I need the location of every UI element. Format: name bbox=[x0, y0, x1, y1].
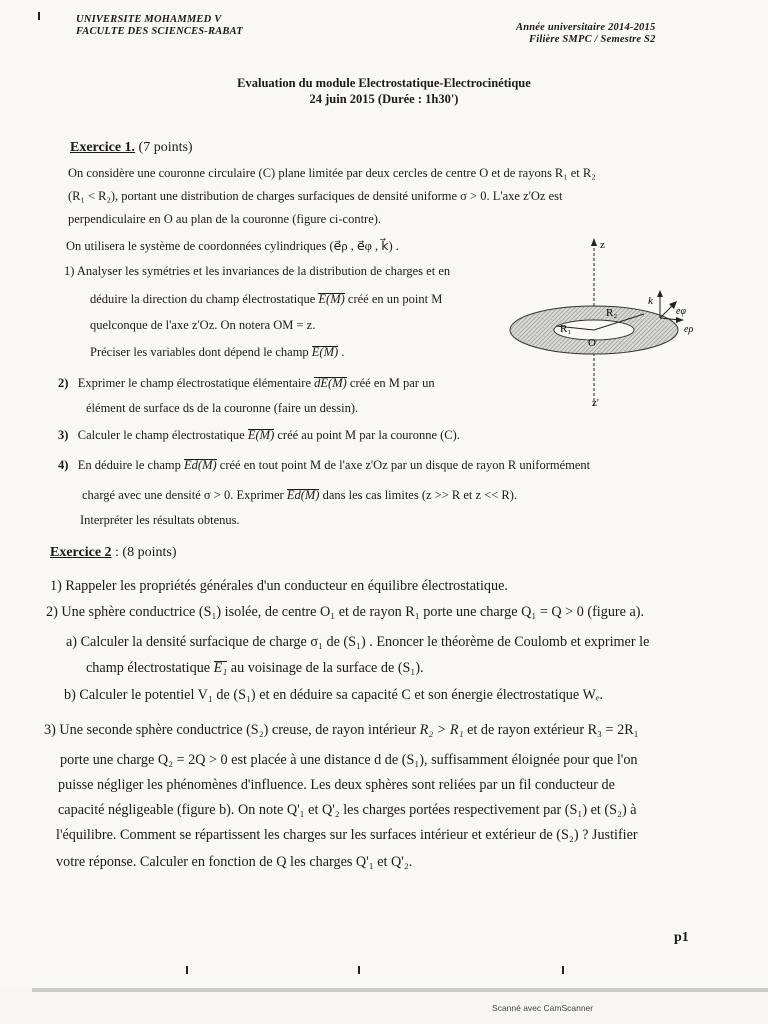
ex2-q2a-line1: a) Calculer la densité surfacique de charge σ₁ de (S₁) . Enoncer le théorème de Coulomb et exprimer le bbox=[66, 634, 650, 650]
exercise1-title: Exercice 1. bbox=[70, 140, 136, 155]
z-axis-arrowhead bbox=[591, 238, 597, 246]
ex2-q3-text: et de rayon extérieur R₃ = 2R₁ bbox=[463, 722, 639, 738]
ex1-q1-text: déduire la direction du champ électrostatique bbox=[90, 292, 316, 306]
ex2-q2a-line2 bbox=[86, 660, 424, 677]
ephi-label: eφ bbox=[676, 306, 686, 317]
ex1-q3-text: Calculer le champ électrostatique bbox=[77, 428, 245, 442]
ex2-q2a-text: champ électrostatique bbox=[86, 660, 211, 676]
scan-speck bbox=[38, 12, 40, 20]
radius-inequality: R₂ > R₁ bbox=[419, 722, 464, 738]
ex2-q3-line4: capacité négligeable (figure b). On note Q'₁ et Q'₂ les charges portées respectivement par (S₁) et (S₂) à bbox=[58, 802, 637, 818]
field-vector: dE(M) bbox=[314, 376, 347, 390]
ex1-q1-text: Analyser les symétries et les invariances de la distribution de charges et en bbox=[76, 264, 451, 278]
exercise1-points: (7 points) bbox=[135, 140, 193, 155]
ex1-q1-line3: quelconque de l'axe z'Oz. On notera OM = z. bbox=[90, 318, 316, 332]
ex2-q3-line5: l'équilibre. Comment se répartissent les charges sur les surfaces intérieur et extérieur de (S₂) ? Justifier bbox=[56, 827, 638, 843]
ex2-q3-line1 bbox=[44, 722, 639, 739]
ex1-q2-text: Exprimer le champ électrostatique élémentaire bbox=[77, 376, 312, 390]
r2-label: R₂ bbox=[606, 307, 618, 319]
exercise1-intro-line: perpendiculaire en O au plan de la couronne (figure ci-contre). bbox=[68, 212, 382, 226]
ex1-q4-line2 bbox=[82, 488, 517, 503]
scanner-watermark: Scanné avec CamScanner bbox=[492, 1003, 594, 1013]
ring-figure bbox=[508, 234, 730, 410]
ex1-q3-text: créé au point M par la couronne (C). bbox=[274, 428, 460, 442]
ex1-q1-line4 bbox=[90, 345, 344, 360]
exercise2-heading bbox=[50, 543, 177, 561]
ex2-q3-line3: puisse négliger les phénomènes d'influence. Les deux sphères sont reliées par un fil conducteur de bbox=[58, 777, 615, 793]
ex1-q4-text: dans les cas limites (z >> R et z << R). bbox=[319, 488, 518, 502]
ex1-q2-line1 bbox=[58, 376, 435, 391]
university-name: UNIVERSITE MOHAMMED V bbox=[76, 14, 222, 25]
ex1-q3-line1 bbox=[58, 428, 460, 443]
coordinate-system-line bbox=[66, 238, 399, 254]
track-semester: Filière SMPC / Semestre S2 bbox=[529, 34, 656, 45]
coordinate-vectors: (e⃗ρ , e⃗φ , k⃗) . bbox=[329, 239, 399, 253]
r1-label: R₁ bbox=[560, 323, 572, 335]
ex1-q4-line1 bbox=[58, 458, 590, 473]
ex1-q1-number: 1) bbox=[64, 264, 75, 278]
ex1-q2-text: créé en M par un bbox=[346, 376, 435, 390]
ex1-q4-text: chargé avec une densité σ > 0. Exprimer bbox=[82, 488, 284, 502]
scan-speck bbox=[358, 966, 360, 974]
field-vector: E(M) bbox=[247, 428, 275, 442]
z-prime-label: z' bbox=[592, 397, 599, 409]
ex1-q1-text: Préciser les variables dont dépend le champ bbox=[90, 345, 309, 359]
ex1-q1-text: créé en un point M bbox=[344, 292, 443, 306]
ex2-q3-line2: porte une charge Q₂ = 2Q > 0 est placée à une distance d de (S₁), suffisamment éloignée pour que l'on bbox=[60, 752, 638, 768]
scan-edge bbox=[32, 988, 768, 992]
erho-vector-arrowhead bbox=[676, 317, 684, 323]
exercise2-points: : (8 points) bbox=[111, 545, 177, 560]
ex1-q3-number: 3) bbox=[58, 428, 69, 442]
ex1-q1-line2 bbox=[90, 292, 442, 307]
ex1-q1-line1 bbox=[64, 264, 450, 279]
ex2-q2: 2) Une sphère conductrice (S₁) isolée, de centre O₁ et de rayon R₁ porte une charge Q₁ = Q > 0 (figure a). bbox=[46, 604, 645, 620]
ex1-q2-line2: élément de surface ds de la couronne (faire un dessin). bbox=[86, 401, 359, 415]
k-label: k bbox=[648, 295, 653, 307]
exam-date: 24 juin 2015 (Durée : 1h30') bbox=[309, 92, 459, 106]
faculty-name: FACULTE DES SCIENCES-RABAT bbox=[76, 26, 243, 37]
disk-field-vector: Ed(M) bbox=[286, 488, 320, 502]
exercise1-heading bbox=[70, 138, 193, 156]
scan-speck bbox=[562, 966, 564, 974]
field-vector: E(M) bbox=[318, 292, 345, 306]
exam-title: Evaluation du module Electrostatique-Electrocinétique bbox=[237, 76, 531, 90]
ex2-q2a-text: au voisinage de la surface de (S₁). bbox=[227, 660, 424, 676]
coordinate-system-text: On utilisera le système de coordonnées cylindriques bbox=[66, 239, 327, 253]
ex1-q2-number: 2) bbox=[58, 376, 69, 390]
k-vector-arrowhead bbox=[657, 290, 663, 297]
disk-field-vector: Ed(M) bbox=[184, 458, 217, 472]
ex2-q3-text: 3) Une seconde sphère conductrice (S₂) creuse, de rayon intérieur bbox=[44, 722, 417, 738]
exercise1-intro-line: (R₁ < R₂), portant une distribution de charges surfaciques de densité uniforme σ > 0. L'axe z'Oz est bbox=[68, 189, 563, 203]
ex1-q1-text: . bbox=[338, 345, 345, 359]
field-vector-e1: E₁ bbox=[213, 660, 228, 676]
exercise2-title: Exercice 2 bbox=[50, 545, 112, 560]
origin-label: O bbox=[588, 337, 596, 349]
page-number: p1 bbox=[674, 930, 689, 945]
exercise1-intro-line: On considère une couronne circulaire (C) plane limitée par deux cercles de centre O et de rayons R₁ et R₂ bbox=[68, 166, 596, 180]
ex1-q4-text: créé en tout point M de l'axe z'Oz par un disque de rayon R uniformément bbox=[216, 458, 591, 472]
z-label: z bbox=[600, 239, 605, 251]
ex1-q4-line3: Interpréter les résultats obtenus. bbox=[80, 513, 240, 527]
ex2-q3-line6: votre réponse. Calculer en fonction de Q les charges Q'₁ et Q'₂. bbox=[56, 854, 413, 870]
scan-speck bbox=[186, 966, 188, 974]
erho-label: eρ bbox=[684, 324, 694, 335]
ex1-q4-text: En déduire le champ bbox=[77, 458, 181, 472]
academic-year: Année universitaire 2014-2015 bbox=[516, 22, 656, 33]
ex2-q1: 1) Rappeler les propriétés générales d'un conducteur en équilibre électrostatique. bbox=[50, 578, 508, 594]
field-vector: E(M) bbox=[311, 345, 339, 359]
ex2-q2b: b) Calculer le potentiel V₁ de (S₁) et en déduire sa capacité C et son énergie électrostatique Wₑ. bbox=[64, 687, 604, 703]
ex1-q4-number: 4) bbox=[58, 458, 69, 472]
